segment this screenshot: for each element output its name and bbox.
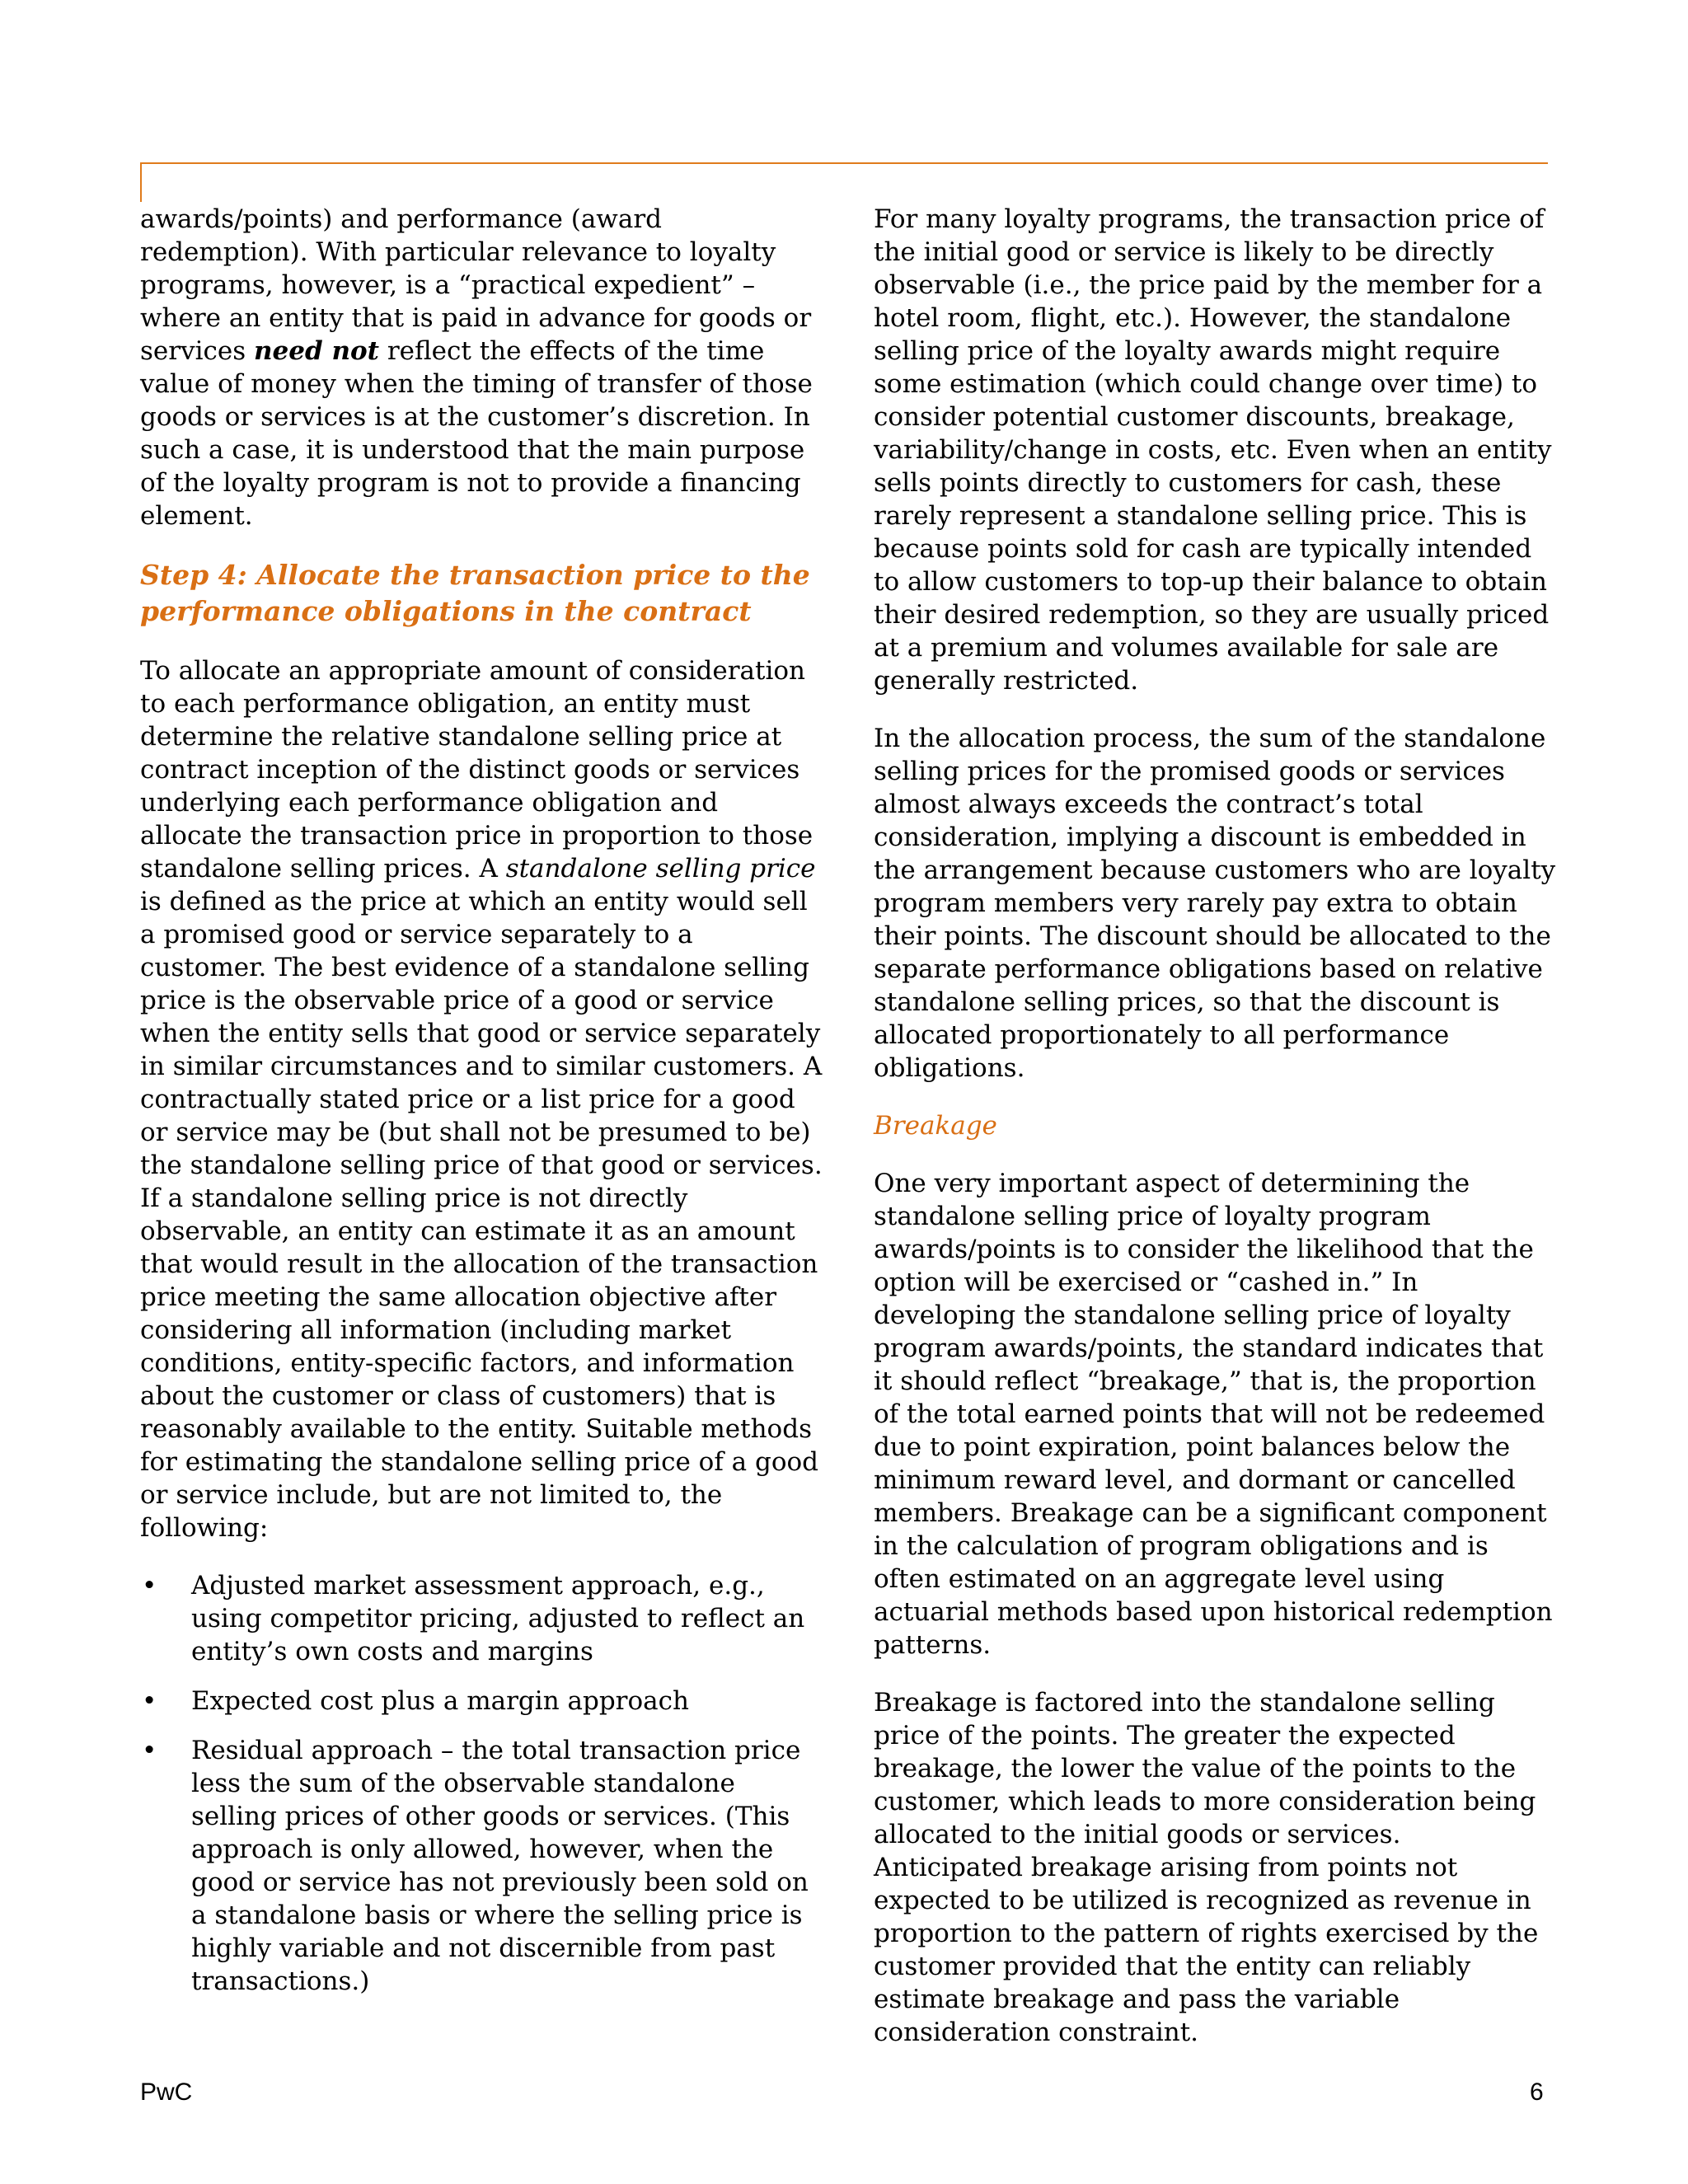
step4-heading: Step 4: Allocate the transaction price to the performance obligations in the contract [140, 559, 810, 627]
need-not-emphasis: need not [253, 336, 379, 366]
breakage-recognition-paragraph: Breakage is factored into the standalone selling price of the points. The greater the expected breakage, the lower the value of the points to the customer, which leads to more consideration being allocated to the initial goods or services. Anticipated breakage arising from points not expected to be utilized is recognized as revenue in proportion to the pattern of rights exercised by the customer provided that the entity can reliably estimate breakage and pass the variable consideration constraint. [874, 1688, 1539, 2047]
methods-list [140, 1569, 824, 1998]
bullet-icon: • [142, 1686, 157, 1716]
loyalty-pricing-paragraph: For many loyalty programs, the transaction price of the initial good or service is likely to be directly observable (i.e., the price paid by the member for a hotel room, flight, etc.). However, the standalone selling price of the loyalty awards might require some estimation (which could change over time) to consider potential customer discounts, breakage, variability/change in costs, etc. Even when an entity sells points directly to customers for cash, these rarely represent a standalone selling price. This is because points sold for cash are typically intended to allow customers to top-up their balance to obtain their desired redemption, so they are usually priced at a premium and volumes available for sale are generally restricted. [874, 204, 1552, 696]
page-number: 6 [1530, 2079, 1544, 2106]
list-item: • Expected cost plus a margin approach [142, 1686, 689, 1716]
left-column [140, 203, 824, 2014]
intro-paragraph: awards/points) and performance (award redemption). With particular relevance to loyalty programs, however, is a “practical expedient” – where an entity that is paid in advance for goods or services need not reflect the effects of the time value of money when the timing of transfer of those goods or services is at the customer’s discretion. In such a case, it is understood that the main purpose of the loyalty program is not to provide a financing element. [140, 204, 813, 531]
bullet-icon: • [142, 1736, 157, 1765]
breakage-definition-paragraph: One very important aspect of determining the standalone selling price of loyalty program awards/points is to consider the likelihood that the option will be exercised or “cashed in.” In developing the standalone selling price of loyalty program awards/points, the standard indicates that it should reflect “breakage,” that is, the proportion of the total earned points that will not be redeemed due to point expiration, point balances below the minimum reward level, and dormant or cancelled members. Breakage can be a significant component in the calculation of program obligations and is often estimated on an aggregate level using actuarial methods based upon historical redemption patterns. [874, 1169, 1553, 1660]
right-column [874, 203, 1558, 2074]
breakage-heading: Breakage [874, 1111, 997, 1141]
allocation-paragraph: To allocate an appropriate amount of consideration to each performance obligation, an entity must determine the relative standalone selling price at contract inception of the distinct goods or services underlying each performance obligation and allocate the transaction price in proportion to those standalone selling prices. A standalone selling price is defined as the price at which an entity would sell a promised good or service separately to a customer. The best evidence of a standalone selling price is the observable price of a good or service when the entity sells that good or service separately in similar circumstances and to similar customers. A contractually stated price or a list price for a good or service may be (but shall not be presumed to be) the standalone selling price of that good or services. If a standalone selling price is not directly observable, an entity can estimate it as an amount that would result in the allocation of the transaction price meeting the same allocation objective after considering all information (including market conditions, entity-specific factors, and information about the customer or class of customers) that is reasonably available to the entity. Suitable methods for estimating the standalone selling price of a good or service include, but are not limited to, the following: [140, 656, 823, 1543]
list-item: • Adjusted market assessment approach, e.g., using competitor pricing, adjusted to reflect an entity’s own costs and margins [142, 1571, 805, 1666]
standalone-selling-price-term: standalone selling price [505, 854, 816, 883]
header-rule-tick [140, 162, 142, 202]
footer-brand: PwC [140, 2079, 193, 2106]
bullet-icon: • [142, 1571, 157, 1601]
header-rule [140, 162, 1548, 164]
list-item: • Residual approach – the total transaction price less the sum of the observable standalone selling prices of other goods or services. (This approach is only allowed, however, when the good or service has not previously been sold on a standalone basis or where the selling price is highly variable and not discernible from past transactions.) [142, 1736, 809, 1996]
allocation-process-paragraph: In the allocation process, the sum of the standalone selling prices for the promised goods or services almost always exceeds the contract’s total consideration, implying a discount is embedded in the arrangement because customers who are loyalty program members very rarely pay extra to obtain their points. The discount should be allocated to the separate performance obligations based on relative standalone selling prices, so that the discount is allocated proportionately to all performance obligations. [874, 724, 1556, 1083]
